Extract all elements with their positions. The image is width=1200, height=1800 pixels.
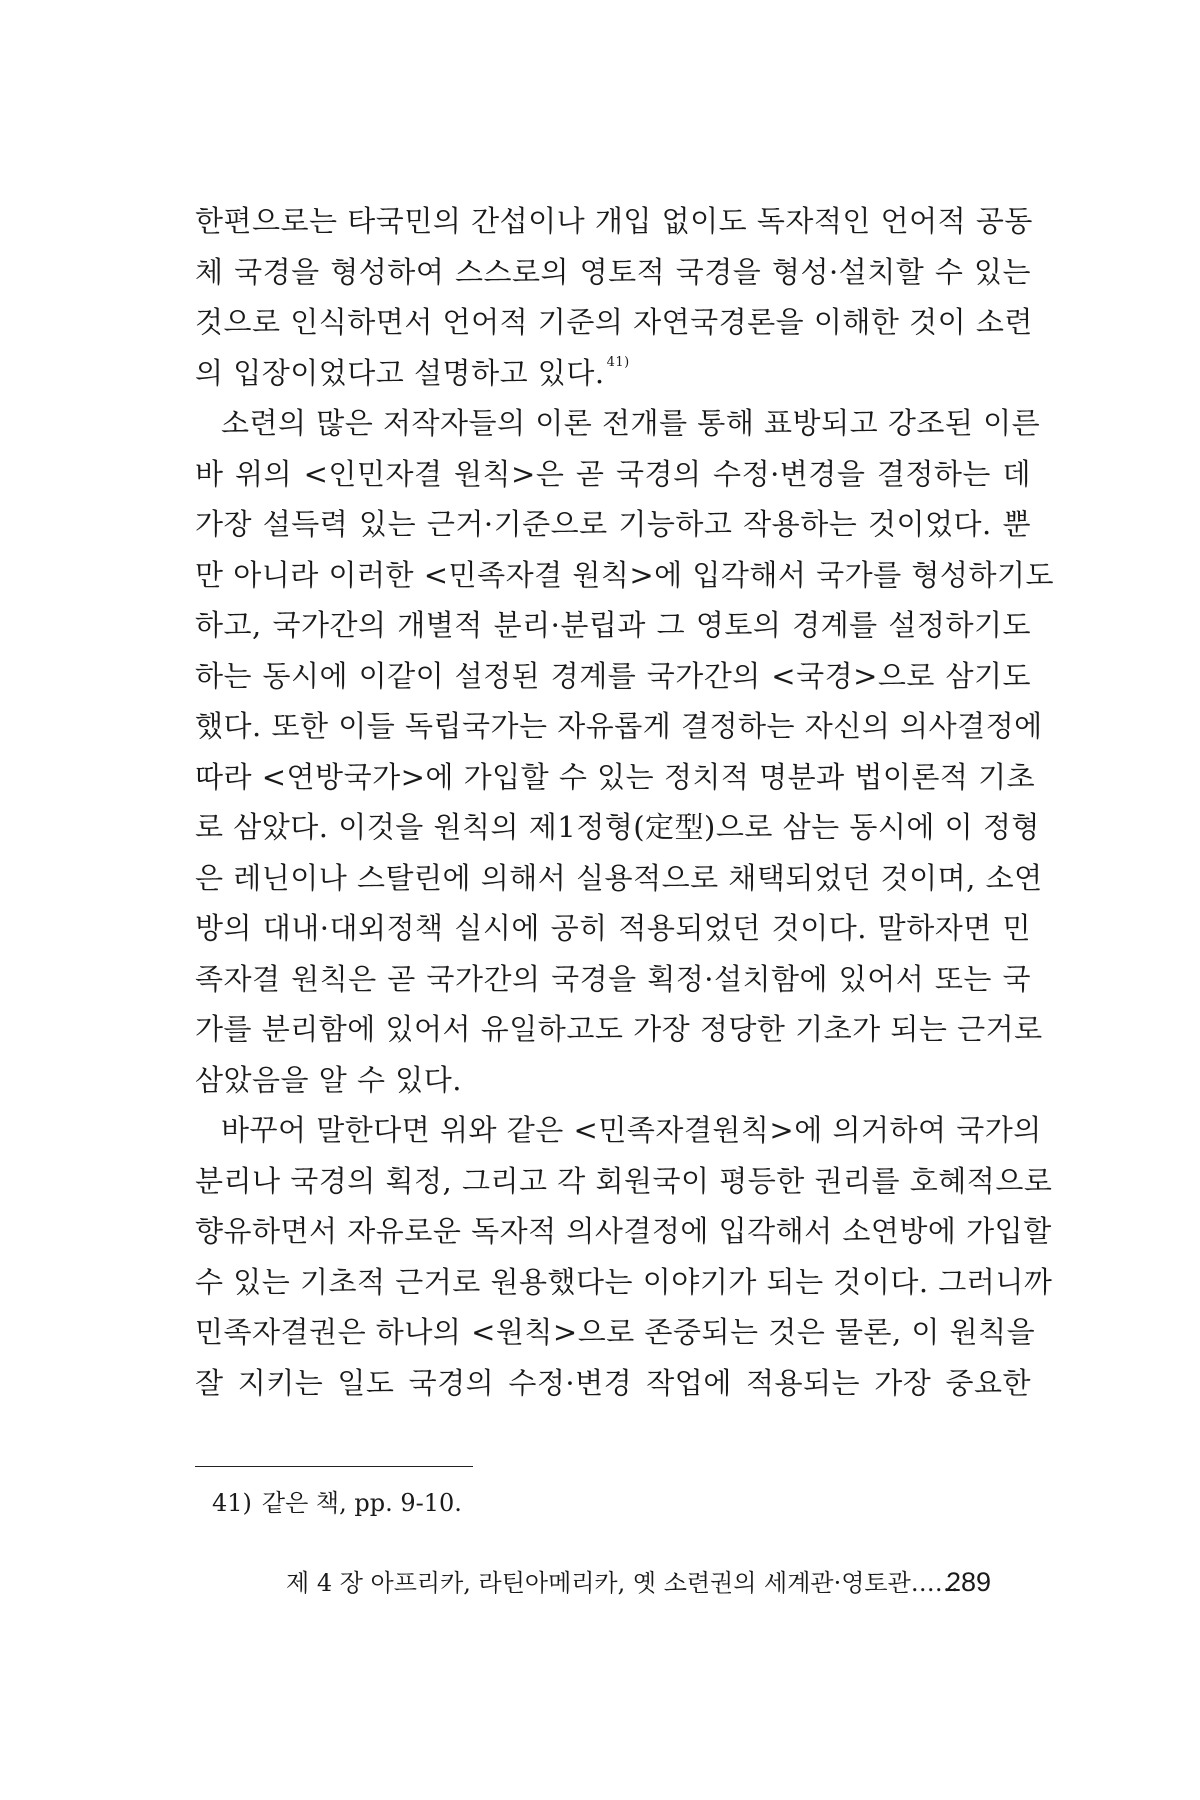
body-line: 하는 동시에 이같이 설정된 경계를 국가간의 <국경>으로 삼기도: [195, 658, 1031, 693]
body-line: 가장 설득력 있는 근거·기준으로 기능하고 작용하는 것이었다. 뿐: [195, 507, 1031, 541]
paragraph-first-line: 바꾸어 말한다면 위와 같은 <민족자결원칙>에 의거하여 국가의: [221, 1113, 1042, 1147]
body-line: 족자결 원칙은 곧 국가간의 국경을 획정·설치함에 있어서 또는 국: [195, 961, 1031, 996]
body-line: 수 있는 기초적 근거로 원용했다는 이야기가 되는 것이다. 그러니까: [195, 1264, 1053, 1299]
body-line: 분리나 국경의 획정, 그리고 각 회원국이 평등한 권리를 호혜적으로: [195, 1163, 1053, 1198]
body-text: [195, 196, 1054, 1408]
body-line: 만 아니라 이러한 <민족자결 원칙>에 입각해서 국가를 형성하기도: [195, 557, 1054, 592]
body-line: 했다. 또한 이들 독립국가는 자유롭게 결정하는 자신의 의사결정에: [195, 709, 1043, 743]
footnote-text: 같은 책, pp. 9-10.: [261, 1489, 462, 1517]
body-line: 하고, 국가간의 개별적 분리·분립과 그 영토의 경계를 설정하기도: [195, 608, 1031, 642]
body-line: 은 레닌이나 스탈린에 의해서 실용적으로 채택되었던 것이며, 소연: [195, 860, 1043, 895]
body-line-with-footnote: [195, 348, 1031, 399]
body-line: 바 위의 <인민자결 원칙>은 곧 국경의 수정·변경을 결정하는 데: [195, 456, 1031, 491]
body-line: 체 국경을 형성하여 스스로의 영토적 국경을 형성·설치할 수 있는: [195, 254, 1031, 289]
body-line-text: 의 입장이었다고 설명하고 있다.: [195, 355, 605, 390]
body-line: 향유하면서 자유로운 독자적 의사결정에 입각해서 소연방에 가입할: [195, 1214, 1052, 1248]
paragraph-last-line: 삼았음을 알 수 있다.: [195, 1062, 462, 1097]
paragraph-first-line: 소련의 많은 저작자들의 이론 전개를 통해 표방되고 강조된 이른: [221, 406, 1041, 440]
body-line: 잘 지키는 일도 국경의 수정·변경 작업에 적용되는 가장 중요한: [195, 1365, 1031, 1400]
body-line: 민족자결권은 하나의 <원칙>으로 존중되는 것은 물론, 이 원칙을: [195, 1315, 1036, 1349]
running-footer-title: 제 4 장 아프리카, 라틴아메리카, 옛 소련권의 세계관·영토관……: [286, 1569, 959, 1597]
footnote: [212, 1487, 462, 1519]
body-line: 가를 분리함에 있어서 유일하고도 가장 정당한 기초가 되는 근거로: [195, 1012, 1043, 1046]
body-line: 것으로 인식하면서 언어적 기준의 자연국경론을 이해한 것이 소련: [195, 305, 1033, 339]
footnote-reference: 41): [606, 354, 630, 370]
body-line: 로 삼았다. 이것을 원칙의 제1정형(定型)으로 삼는 동시에 이 정형: [195, 810, 1040, 844]
body-line: 방의 대내·대외정책 실시에 공히 적용되었던 것이다. 말하자면 민: [195, 911, 1031, 945]
body-line: 따라 <연방국가>에 가입할 수 있는 정치적 명분과 법이론적 기초: [195, 759, 1036, 794]
footnote-separator: [195, 1466, 473, 1467]
page-number: 289: [946, 1567, 992, 1597]
footnote-number: 41): [212, 1489, 252, 1517]
body-line: 한편으로는 타국민의 간섭이나 개입 없이도 독자적인 언어적 공동: [195, 204, 1033, 238]
